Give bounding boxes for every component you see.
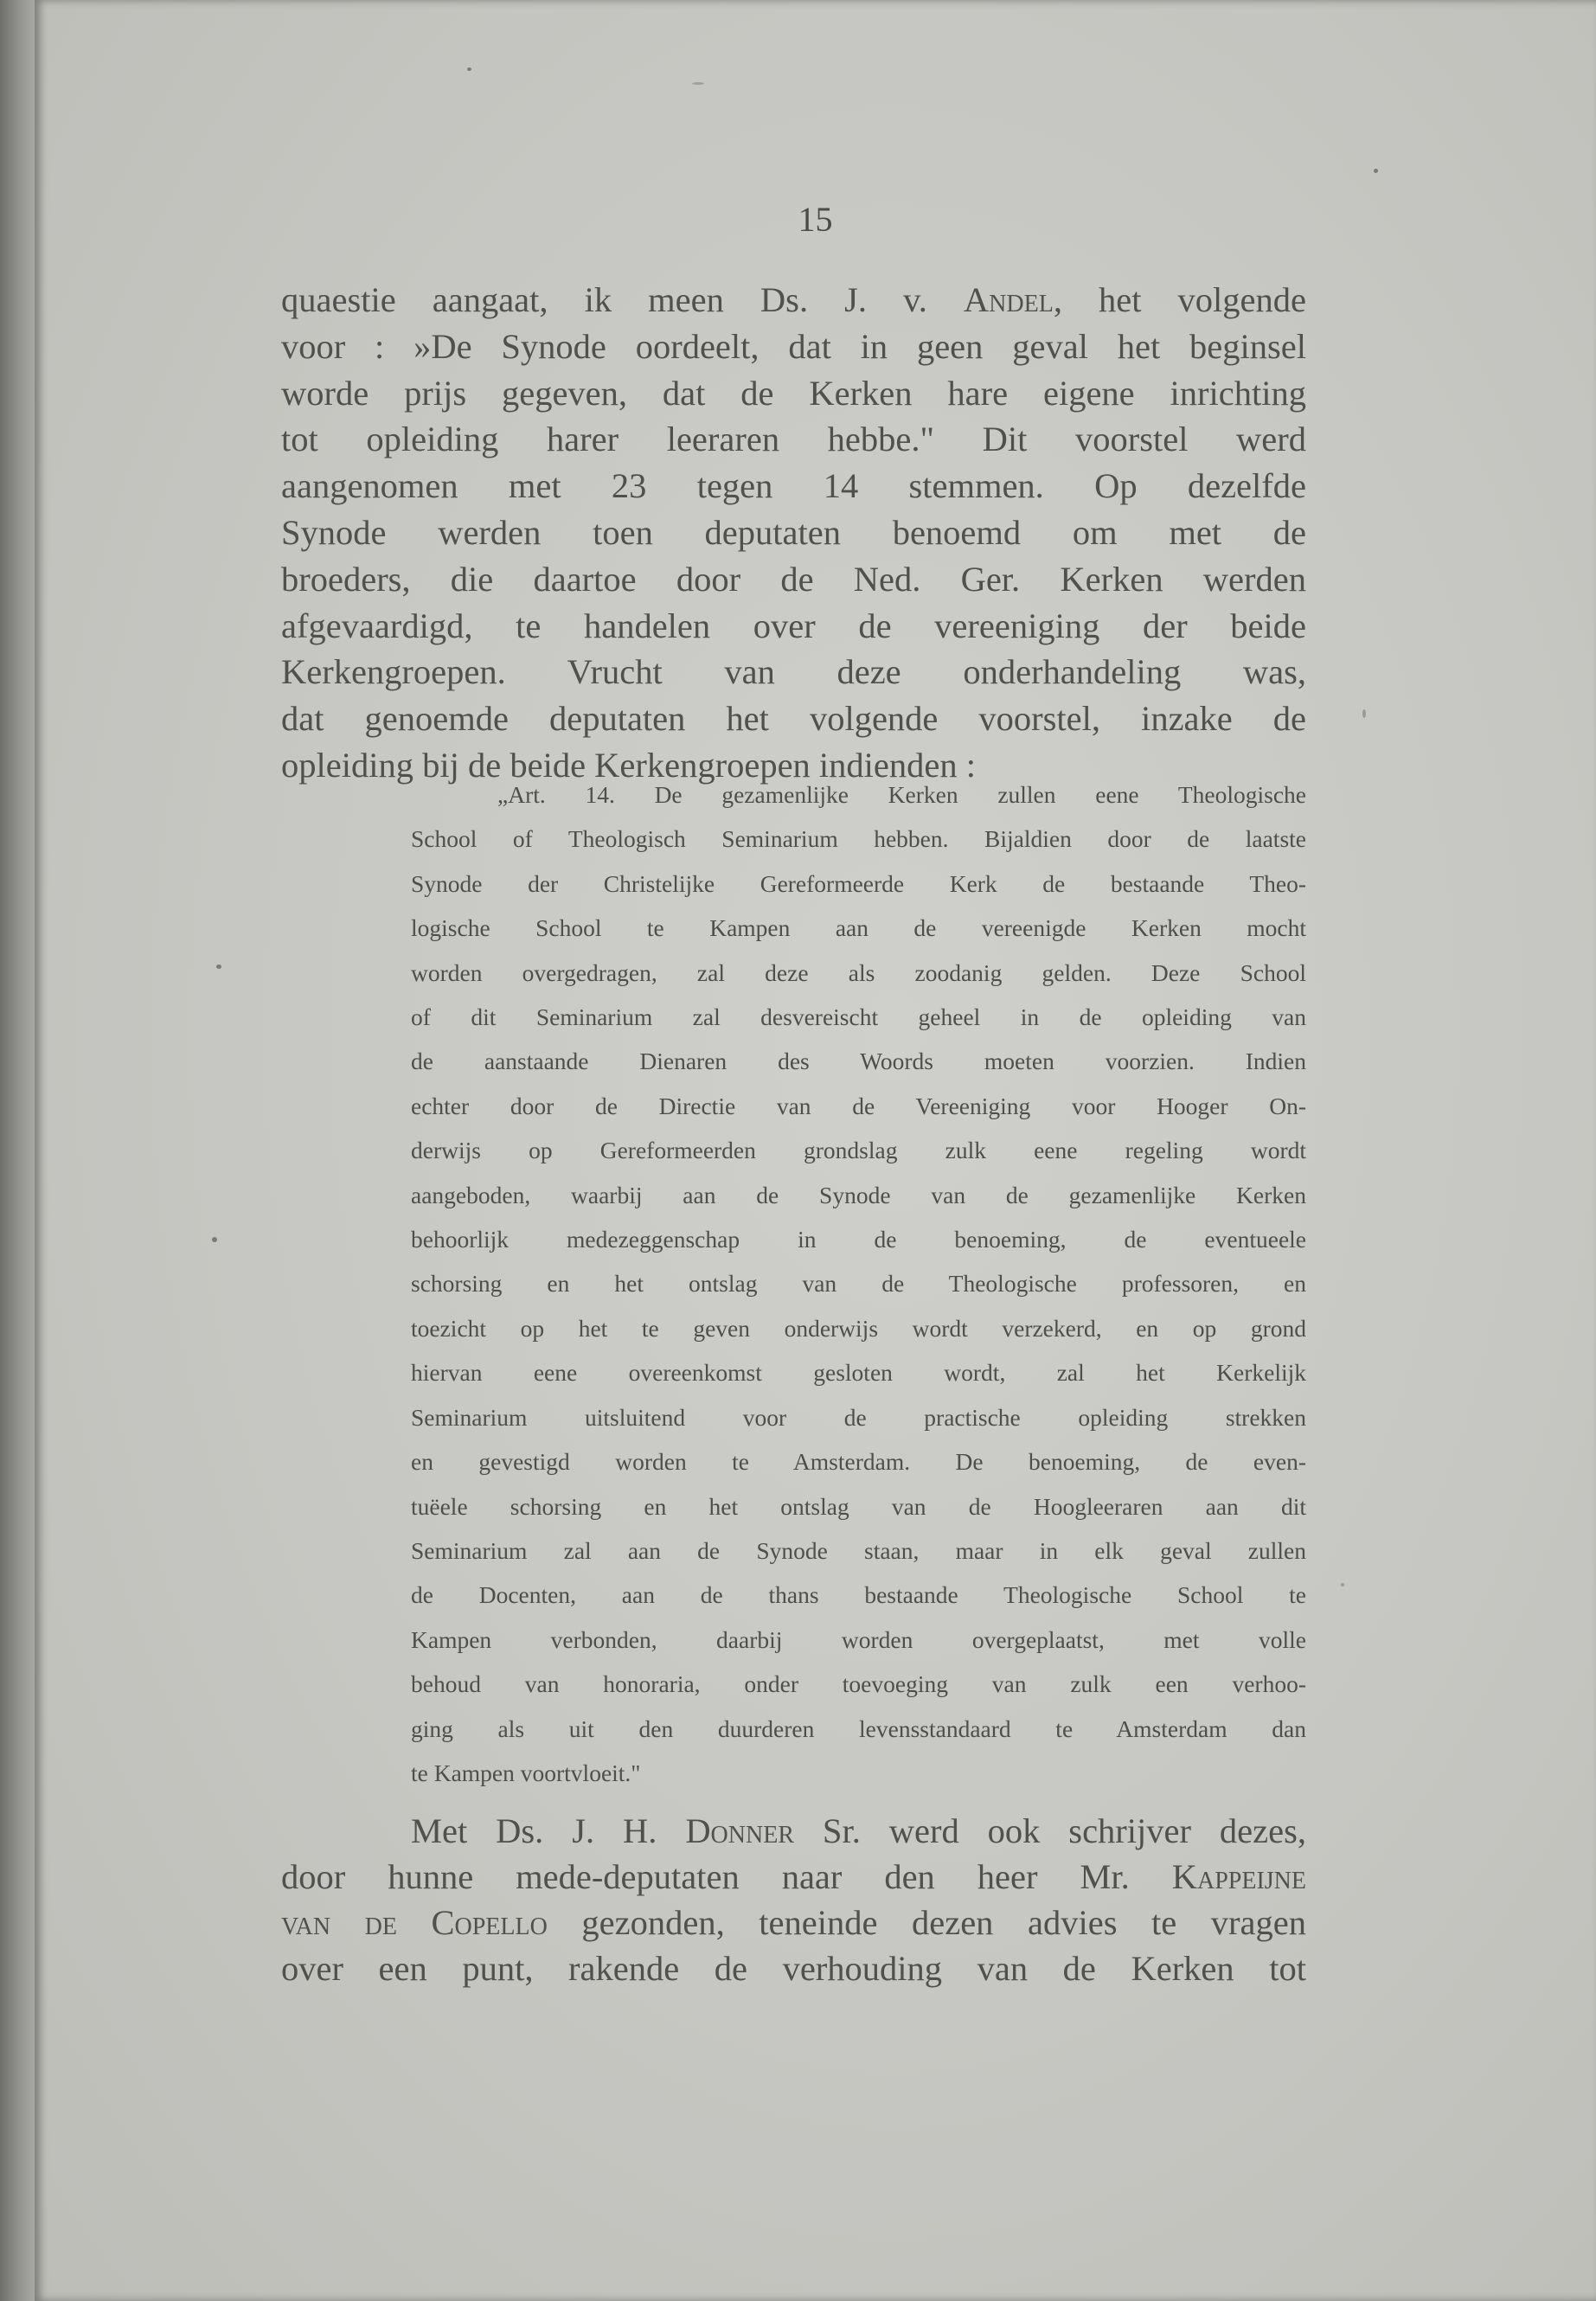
quote-line: logische School te Kampen aan de vereenigde Kerken mocht (411, 914, 1306, 942)
quote-line: worden overgedragen, zal deze als zoodanig gelden. Deze School (411, 958, 1306, 986)
paragraph-bottom (281, 1808, 1306, 1991)
paper-speck (212, 1237, 217, 1242)
quote-line: tuëele schorsing en het ontslag van de Hoogleeraren aan dit (411, 1492, 1306, 1520)
quote-line: toezicht op het te geven onderwijs wordt verzekerd, en op grond (411, 1314, 1306, 1342)
text-line: quaestie aangaat, ik meen Ds. J. v. Andel, het volgende (281, 280, 1306, 319)
text-line: aangenomen met 23 tegen 14 stemmen. Op dezelfde (281, 466, 1306, 506)
quote-line: Synode der Christelijke Gereformeerde Kerk de bestaande Theo- (411, 869, 1306, 897)
quote-line: ging als uit den duurderen levensstandaard te Amsterdam dan (411, 1715, 1306, 1742)
paper-speck (1341, 1583, 1344, 1586)
book-page (35, 0, 1596, 2301)
binding-edge (0, 0, 35, 2301)
text-line: tot opleiding harer leeraren hebbe." Dit voorstel werd (281, 420, 1306, 459)
paper-speck (1374, 169, 1378, 173)
quote-line: Seminarium zal aan de Synode staan, maar in elk geval zullen (411, 1536, 1306, 1564)
paper-speck (692, 82, 704, 85)
text-line: opleiding bij de beide Kerkengroepen indienden : (281, 745, 976, 785)
quote-line: en gevestigd worden te Amsterdam. De benoeming, de even- (411, 1448, 1306, 1476)
text-line: worde prijs gegeven, dat de Kerken hare eigene inrichting (281, 373, 1306, 413)
text-line: voor : »De Synode oordeelt, dat in geen geval het beginsel (281, 326, 1306, 366)
quote-line: „Art. 14. De gezamenlijke Kerken zullen eene Theologische (497, 781, 1306, 808)
quoted-article (411, 772, 1306, 1795)
quote-line: of dit Seminarium zal desvereischt geheel in de opleiding van (411, 1003, 1306, 1031)
paper-speck (1362, 709, 1366, 718)
quote-line: te Kampen voortvloeit." (411, 1759, 641, 1786)
quote-line: derwijs op Gereformeerden grondslag zulk eene regeling wordt (411, 1137, 1306, 1164)
quote-line: behoorlijk medezeggenschap in de benoeming, de eventueele (411, 1226, 1306, 1253)
page-number: 15 (798, 200, 833, 239)
quote-line: behoud van honoraria, onder toevoeging van zulk een verhoo- (411, 1670, 1306, 1698)
text-line: Kerkengroepen. Vrucht van deze onderhandeling was, (281, 652, 1306, 692)
quote-line: aangeboden, waarbij aan de Synode van de gezamenlijke Kerken (411, 1181, 1306, 1208)
paragraph-top (281, 277, 1306, 789)
quote-line: echter door de Directie van de Vereeniging voor Hooger On- (411, 1092, 1306, 1119)
text-line: Synode werden toen deputaten benoemd om met de (281, 512, 1306, 552)
text-line: afgevaardigd, te handelen over de vereeniging der beide (281, 606, 1306, 645)
quote-line: de aanstaande Dienaren des Woords moeten voorzien. Indien (411, 1048, 1306, 1075)
quote-line: schorsing en het ontslag van de Theologische professoren, en (411, 1270, 1306, 1298)
quote-line: de Docenten, aan de thans bestaande Theologische School te (411, 1581, 1306, 1609)
text-line: door hunne mede-deputaten naar den heer Mr. Kappeijne (281, 1857, 1306, 1896)
quote-line: School of Theologisch Seminarium hebben. Bijaldien door de laatste (411, 825, 1306, 853)
paper-speck (216, 965, 221, 969)
text-line: broeders, die daartoe door de Ned. Ger. Kerken werden (281, 559, 1306, 599)
text-line: dat genoemde deputaten het volgende voorstel, inzake de (281, 699, 1306, 739)
quote-line: Seminarium uitsluitend voor de practische opleiding strekken (411, 1403, 1306, 1431)
paper-speck (467, 67, 471, 71)
quote-line: Kampen verbonden, daarbij worden overgeplaatst, met volle (411, 1625, 1306, 1653)
text-line: over een punt, rakende de verhouding van de Kerken tot (281, 1949, 1306, 1988)
quote-line: hiervan eene overeenkomst gesloten wordt, zal het Kerkelijk (411, 1359, 1306, 1387)
text-line: van de Copello gezonden, teneinde dezen advies te vragen (281, 1903, 1307, 1942)
text-line: Met Ds. J. H. Donner Sr. werd ook schrijver dezes, (411, 1811, 1306, 1850)
